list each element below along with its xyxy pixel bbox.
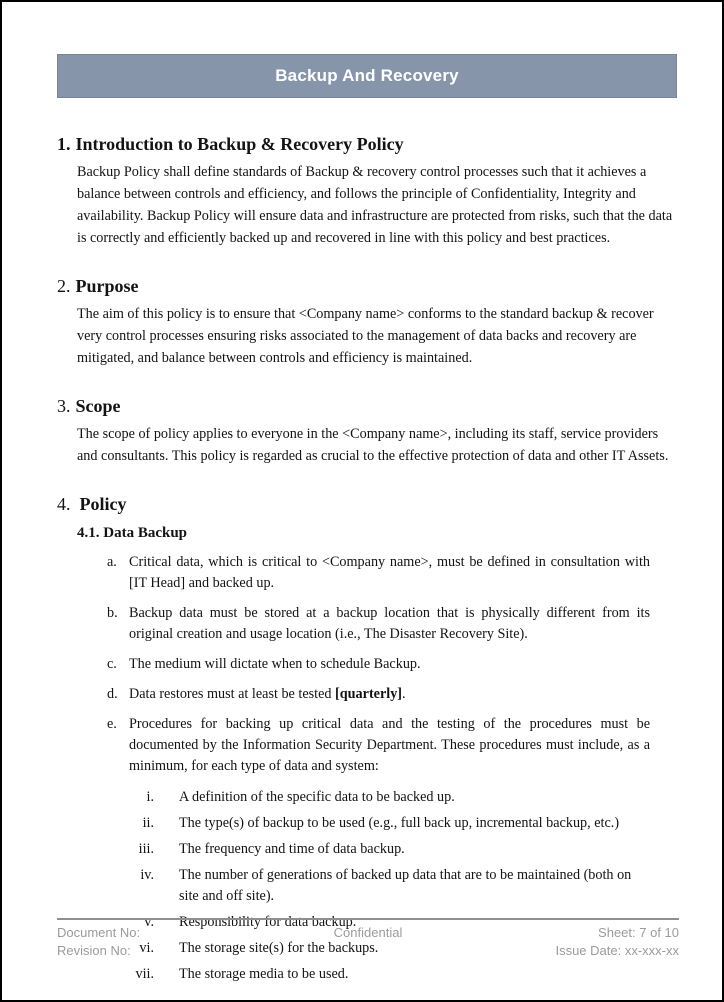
section-heading	[57, 133, 682, 156]
footer-document-no: Document No:	[57, 925, 141, 940]
title-bar	[57, 54, 677, 98]
section-policy	[57, 493, 682, 985]
subsection-number: 4.1.	[77, 525, 100, 541]
list-item	[117, 839, 682, 860]
section-number: 1.	[57, 134, 71, 154]
section-number: 3.	[57, 396, 71, 416]
section-number: 4.	[57, 494, 71, 514]
item-text: The medium will dictate when to schedule Backup.	[129, 656, 421, 672]
section-heading	[57, 493, 682, 516]
footer-sheet: Sheet: 7 of 10	[598, 925, 679, 940]
item-text: Procedures for backing up critical data and the testing of the procedures must be documented by the Information Security Department. These procedures must include, as a minimum, for each type of data and system:	[129, 716, 650, 774]
section-introduction	[57, 133, 682, 249]
section-title: Scope	[75, 396, 121, 416]
footer-issue-date: Issue Date: xx-xxx-xx	[555, 943, 679, 958]
item-text: Responsibility for data backup.	[179, 914, 357, 930]
item-text: The frequency and time of data backup.	[179, 841, 405, 857]
item-label: d.	[107, 686, 118, 702]
item-text: The type(s) of backup to be used (e.g., full back up, incremental backup, etc.)	[179, 815, 620, 831]
list-item	[107, 714, 682, 777]
footer-confidential: Confidential	[333, 925, 403, 940]
subsection-title: Data Backup	[103, 525, 188, 541]
item-label: a.	[107, 554, 117, 570]
footer-revision-no: Revision No:	[57, 943, 131, 958]
item-text: The storage media to be used.	[179, 966, 349, 982]
section-heading	[57, 395, 682, 418]
item-text-bold: [quarterly]	[335, 686, 403, 702]
list-item	[117, 813, 682, 834]
section-body: The scope of policy applies to everyone in the <Company name>, including its staff, service providers and consultants. This policy is regarded as crucial to the effective protection of data and other IT Assets.	[77, 426, 669, 464]
document-content	[57, 133, 682, 990]
list-item	[107, 684, 682, 705]
list-item	[117, 964, 682, 985]
document-title: Backup And Recovery	[275, 66, 459, 85]
item-text-pre: Data restores must at least be tested	[129, 686, 336, 702]
item-text: The number of generations of backed up data that are to be maintained (both on site and off site).	[179, 867, 632, 904]
list-item	[117, 787, 682, 808]
footer-right	[479, 924, 679, 960]
section-body: The aim of this policy is to ensure that <Company name> conforms to the standard backup & recover very control processes ensuring risks associated to the management of data backs and recovery are mitigated, and balance between controls and efficiency is maintained.	[77, 306, 654, 366]
list-item	[107, 552, 682, 594]
item-text: The storage site(s) for the backups.	[179, 940, 379, 956]
footer-left	[57, 924, 257, 960]
section-number: 2.	[57, 276, 71, 296]
item-text: Backup data must be stored at a backup location that is physically different from its original creation and usage location (i.e., The Disaster Recovery Site).	[129, 605, 650, 642]
item-text: Critical data, which is critical to <Company name>, must be defined in consultation with [IT Head] and backed up.	[129, 554, 650, 591]
section-title: Purpose	[75, 276, 139, 296]
policy-item-list	[57, 552, 682, 777]
item-label: e.	[107, 716, 117, 732]
item-label: vii.	[135, 966, 154, 982]
section-purpose	[57, 275, 682, 369]
item-label: v.	[144, 914, 154, 930]
item-label: ii.	[142, 815, 154, 831]
section-body: Backup Policy shall define standards of Backup & recovery control processes such that it achieves a balance between controls and efficiency, and follows the principle of Confidentiality, Integrity and availability. Backup Policy will ensure data and infrastructure are protected from risks, such that the data is correctly and efficiently backed up and recovered in line with this policy and best practices.	[77, 164, 673, 246]
item-text	[129, 684, 650, 705]
item-label: c.	[107, 656, 117, 672]
footer	[57, 924, 679, 960]
section-title: Introduction to Backup & Recovery Policy	[75, 134, 404, 154]
section-heading	[57, 275, 682, 298]
item-label: i.	[146, 789, 154, 805]
item-text-post: .	[402, 686, 406, 702]
list-item	[117, 865, 682, 907]
item-label: vi.	[139, 940, 154, 956]
item-label: iv.	[140, 867, 154, 883]
list-item	[107, 654, 682, 675]
section-title: Policy	[79, 494, 127, 514]
item-label: b.	[107, 605, 118, 621]
item-label: iii.	[138, 841, 154, 857]
subsection-heading-data-backup	[77, 523, 682, 543]
item-text: A definition of the specific data to be backed up.	[179, 789, 455, 805]
list-item	[107, 603, 682, 645]
footer-divider	[57, 918, 679, 920]
section-scope	[57, 395, 682, 467]
